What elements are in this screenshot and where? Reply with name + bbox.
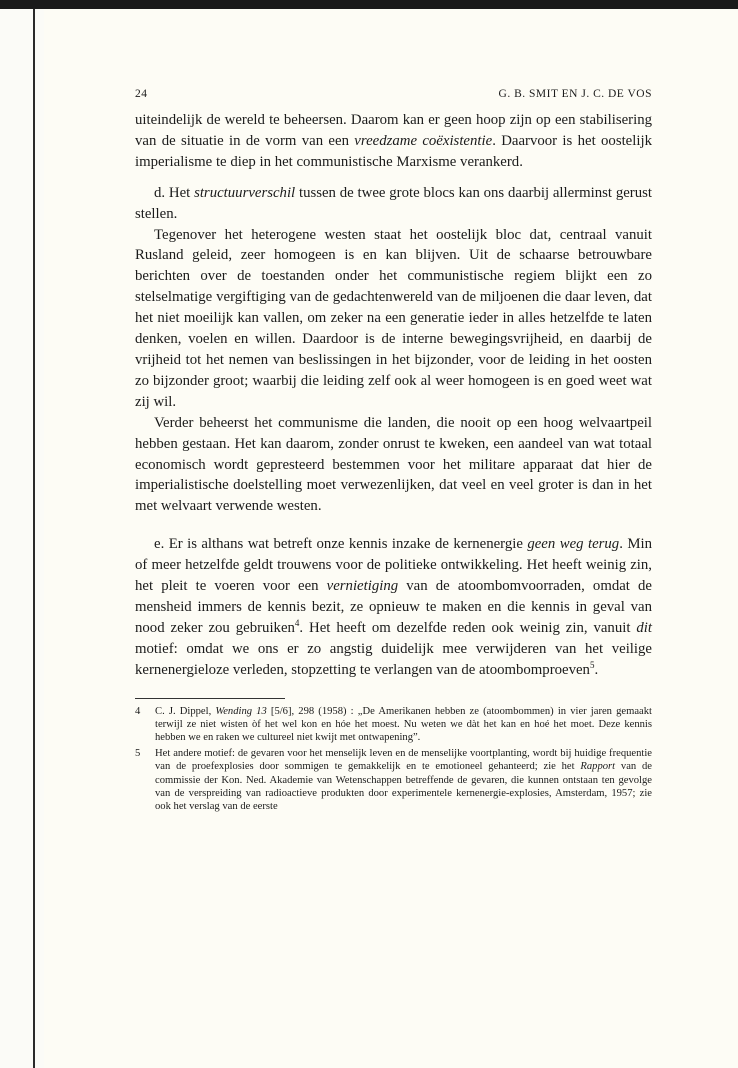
emphasis-dit: dit xyxy=(636,619,652,636)
scan-left-margin xyxy=(0,9,44,1068)
footnote-number: 5 xyxy=(135,747,141,759)
running-header xyxy=(135,88,652,100)
emphasis-vreedzame-coexistentie: vreedzame coëxistentie xyxy=(354,132,493,149)
paragraph-3: Tegenover het heterogene westen staat het oostelijk bloc dat, centraal vanuit Rusland geleid, zeer homogeen is en kan blijven. Uit de schaarse betrouwbare berichten over de toestanden onder het communistische regiem blijkt een zo stelselmatige vergiftiging van de gedachtenwereld van de miljoenen die daar leven, dat het niet moeilijk kan vallen, om zeker na een generatie ieder in alles hetzelfde te laten denken, voelen en willen. Daardoor is de interne bewegingsvrijheid, en daarbij de vrijheid tot het nemen van beslissingen in het bijzonder, voor de leiding in het oosten zo bijzonder groot; waarbij die leiding zelf ook al weer homogeen is en goed weet wat zij wil. xyxy=(135,226,652,410)
page-text-area xyxy=(135,88,652,816)
emphasis-structuurverschil: structuurverschil xyxy=(194,184,296,201)
emphasis-vernietiging: vernietiging xyxy=(326,578,399,595)
emphasis-geen-weg-terug: geen weg terug xyxy=(527,536,620,553)
running-title: G. B. SMIT EN J. C. DE VOS xyxy=(498,88,652,100)
page-number: 24 xyxy=(135,88,148,100)
footnote-text: C. J. Dippel, Wending 13 [5/6], 298 (1958) : „De Amerikanen hebben ze (atoombommen) in vier jaren gemaakt terwijl ze niet wisten òf het wel kon en hóe het moest. Nu weten we dàt het kan en hoé het moet. Deze kennis hebben we en raken we cultureel niet kwijt met ontwapening”. xyxy=(155,705,652,744)
paragraph-5-section-e: e. Er is althans wat betreft onze kennis inzake de kernenergie geen weg terug. Min of meer hetzelfde geldt trouwens voor de politieke ontwikkeling. Het heeft weinig zin, het pleit te voeren voor een vernietiging van de atoombomvoorraden, omdat de mensheid immers de kennis bezit, ze opnieuw te maken en die kennis in geval van nood zeker zou gebruiken$^4$. Het heeft om dezelfde reden ook weinig zin, vanuit dit motief: omdat we ons er zo angstig duidelijk mee verwijderen van het veilige kernenergieloze verleden, stopzetting te verlangen van de atoombomproeven$^5$. xyxy=(135,536,652,678)
scan-binding-line xyxy=(33,9,35,1068)
paragraph-4: Verder beheerst het communisme die landen, die nooit op een hoog welvaartpeil hebben gestaan. Het kan daarom, zonder onrust te kweken, een aandeel van wat totaal economisch wordt gepresteerd bestemmen voor het militare apparaat dat hier de imperialistische doelstelling moet verwezenlijken, dat veel en veel groter is dan in het met welvaart verwende westen. xyxy=(135,414,652,515)
footnote-divider xyxy=(135,698,285,699)
footnote-ref-4[interactable]: 4 xyxy=(294,617,300,628)
footnote-ref-5[interactable]: 5 xyxy=(589,659,595,670)
footnote-4 xyxy=(135,705,652,745)
scan-top-border xyxy=(0,0,738,9)
footnote-number: 4 xyxy=(135,705,141,717)
paragraph-1: uiteindelijk de wereld te beheersen. Daarom kan er geen hoop zijn op een stabilisering van de situatie in de vorm van een vreedzame coëxistentie. Daarvoor is het oostelijk imperialisme te diep in het communistische Marxisme verankerd. xyxy=(135,112,652,170)
footnote-text: Het andere motief: de gevaren voor het menselijk leven en de menselijke voortplanting, wordt bij huidige frequentie van de proefexplosies door sommigen te gemakkelijk en te emotioneel gehanteerd; zie het Rapport van de commissie der Kon. Ned. Akademie van Wetenschappen betreffende de gevaren, die kunnen ontstaan ten gevolge van de verspreiding van radioactieve produkten door experimentele kernenergie-explosies, Amsterdam, 1957; zie ook het verslag van de eerste xyxy=(155,747,652,813)
paragraph-2-section-d: d. Het structuurverschil tussen de twee grote blocs kan ons daarbij allerminst gerust stellen. xyxy=(135,184,652,222)
footnote-5 xyxy=(135,747,652,814)
body-text xyxy=(135,110,652,681)
